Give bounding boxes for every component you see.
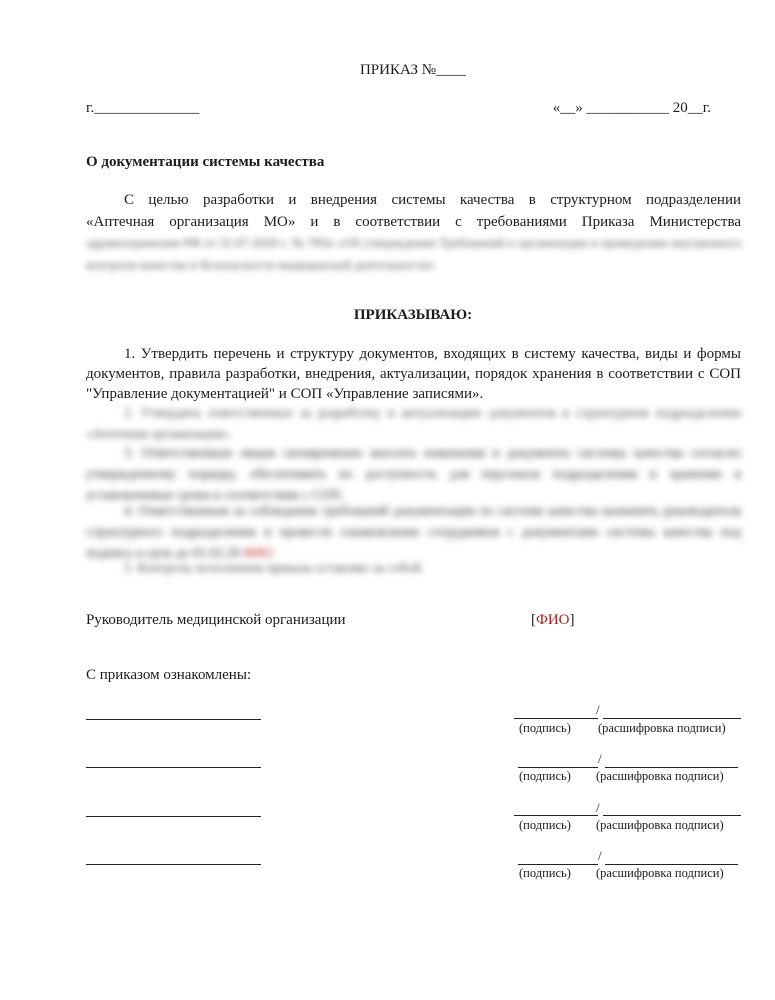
order-subject: О документации системы качества — [86, 154, 325, 170]
decode-line — [603, 815, 741, 816]
signature-caption: (подпись) — [519, 818, 571, 832]
fio-close-bracket: ] — [569, 612, 575, 628]
order-item-3-blurred: 3. Ответственным лицам своевременно вносить изменения в документы системы качества согласно утвержденному порядку, обеспечивать их доступность для персонала подразделения и хранение в установленные сроки в соответствии с СОП. — [86, 445, 741, 502]
name-line — [86, 864, 261, 865]
decode-caption: (расшифровка подписи) — [596, 818, 724, 832]
name-line — [86, 719, 261, 720]
fio-open-bracket: [ — [531, 612, 536, 628]
order-heading: ПРИКАЗЫВАЮ: — [353, 307, 473, 323]
order-item-5-blurred: 5. Контроль исполнения приказа оставляю за собой. — [124, 560, 425, 575]
decode-line — [605, 864, 738, 865]
decode-line — [605, 767, 738, 768]
name-line — [86, 816, 261, 817]
signature-caption: (подпись) — [519, 866, 571, 880]
slash-divider: / — [596, 800, 600, 815]
intro-line-2: «Аптечная организация МО» и в соответствии с требованиями Приказа Министерства — [86, 214, 741, 230]
signature-caption: (подпись) — [519, 721, 571, 735]
decode-caption: (расшифровка подписи) — [596, 769, 724, 783]
head-fio — [531, 612, 575, 629]
order-item-1: 1. Утвердить перечень и структуру документов, входящих в систему качества, виды и формы документов, правила разработки, внедрения, актуализации, порядок хранения в соответствии с СОП "Управление документацией" и СОП «Управление записями». — [86, 346, 741, 402]
acquainted-label: С приказом ознакомлены: — [86, 667, 252, 683]
head-signature-label: Руководитель медицинской организации — [86, 612, 346, 628]
slash-divider: / — [598, 848, 602, 863]
fio-placeholder: ФИО — [536, 612, 570, 628]
signature-line — [518, 767, 598, 768]
signature-line — [518, 864, 598, 865]
signature-line — [514, 718, 598, 719]
order-item-4-blurred — [86, 500, 741, 563]
slash-divider: / — [598, 751, 602, 766]
decode-caption: (расшифровка подписи) — [598, 721, 726, 735]
order-item-2-blurred: 2. Утвердить ответственных за разработку и актуализацию документов в структурном подразделении «Аптечная организация». — [86, 405, 741, 441]
decode-caption: (расшифровка подписи) — [596, 866, 724, 880]
city-field: г.______________ — [86, 100, 200, 116]
intro-line-1: С целью разработки и внедрения системы качества в структурном подразделении — [124, 192, 741, 208]
decode-line — [603, 718, 741, 719]
signature-line — [514, 815, 598, 816]
name-line — [86, 767, 261, 768]
order-title: ПРИКАЗ №____ — [359, 62, 467, 78]
order-item-4-text: 4. Ответственным за соблюдение требований документации по системе качества назначить руководителя структурного подразделения и провести ознакомление сотрудников с документами системы качества под подпись в срок до 01.02.20 — [86, 503, 741, 560]
date-field: «__» ___________ 20__г. — [552, 100, 711, 116]
intro-blurred-text: здравоохранения РФ от 31.07.2020 г. № 785н «Об утверждении Требований к организации и проведению внутреннего контроля качества и безопасности медицинской деятельности» — [86, 235, 741, 272]
signature-caption: (подпись) — [519, 769, 571, 783]
slash-divider: / — [596, 702, 600, 717]
order-item-4-red-mark: ФИО — [243, 545, 274, 560]
